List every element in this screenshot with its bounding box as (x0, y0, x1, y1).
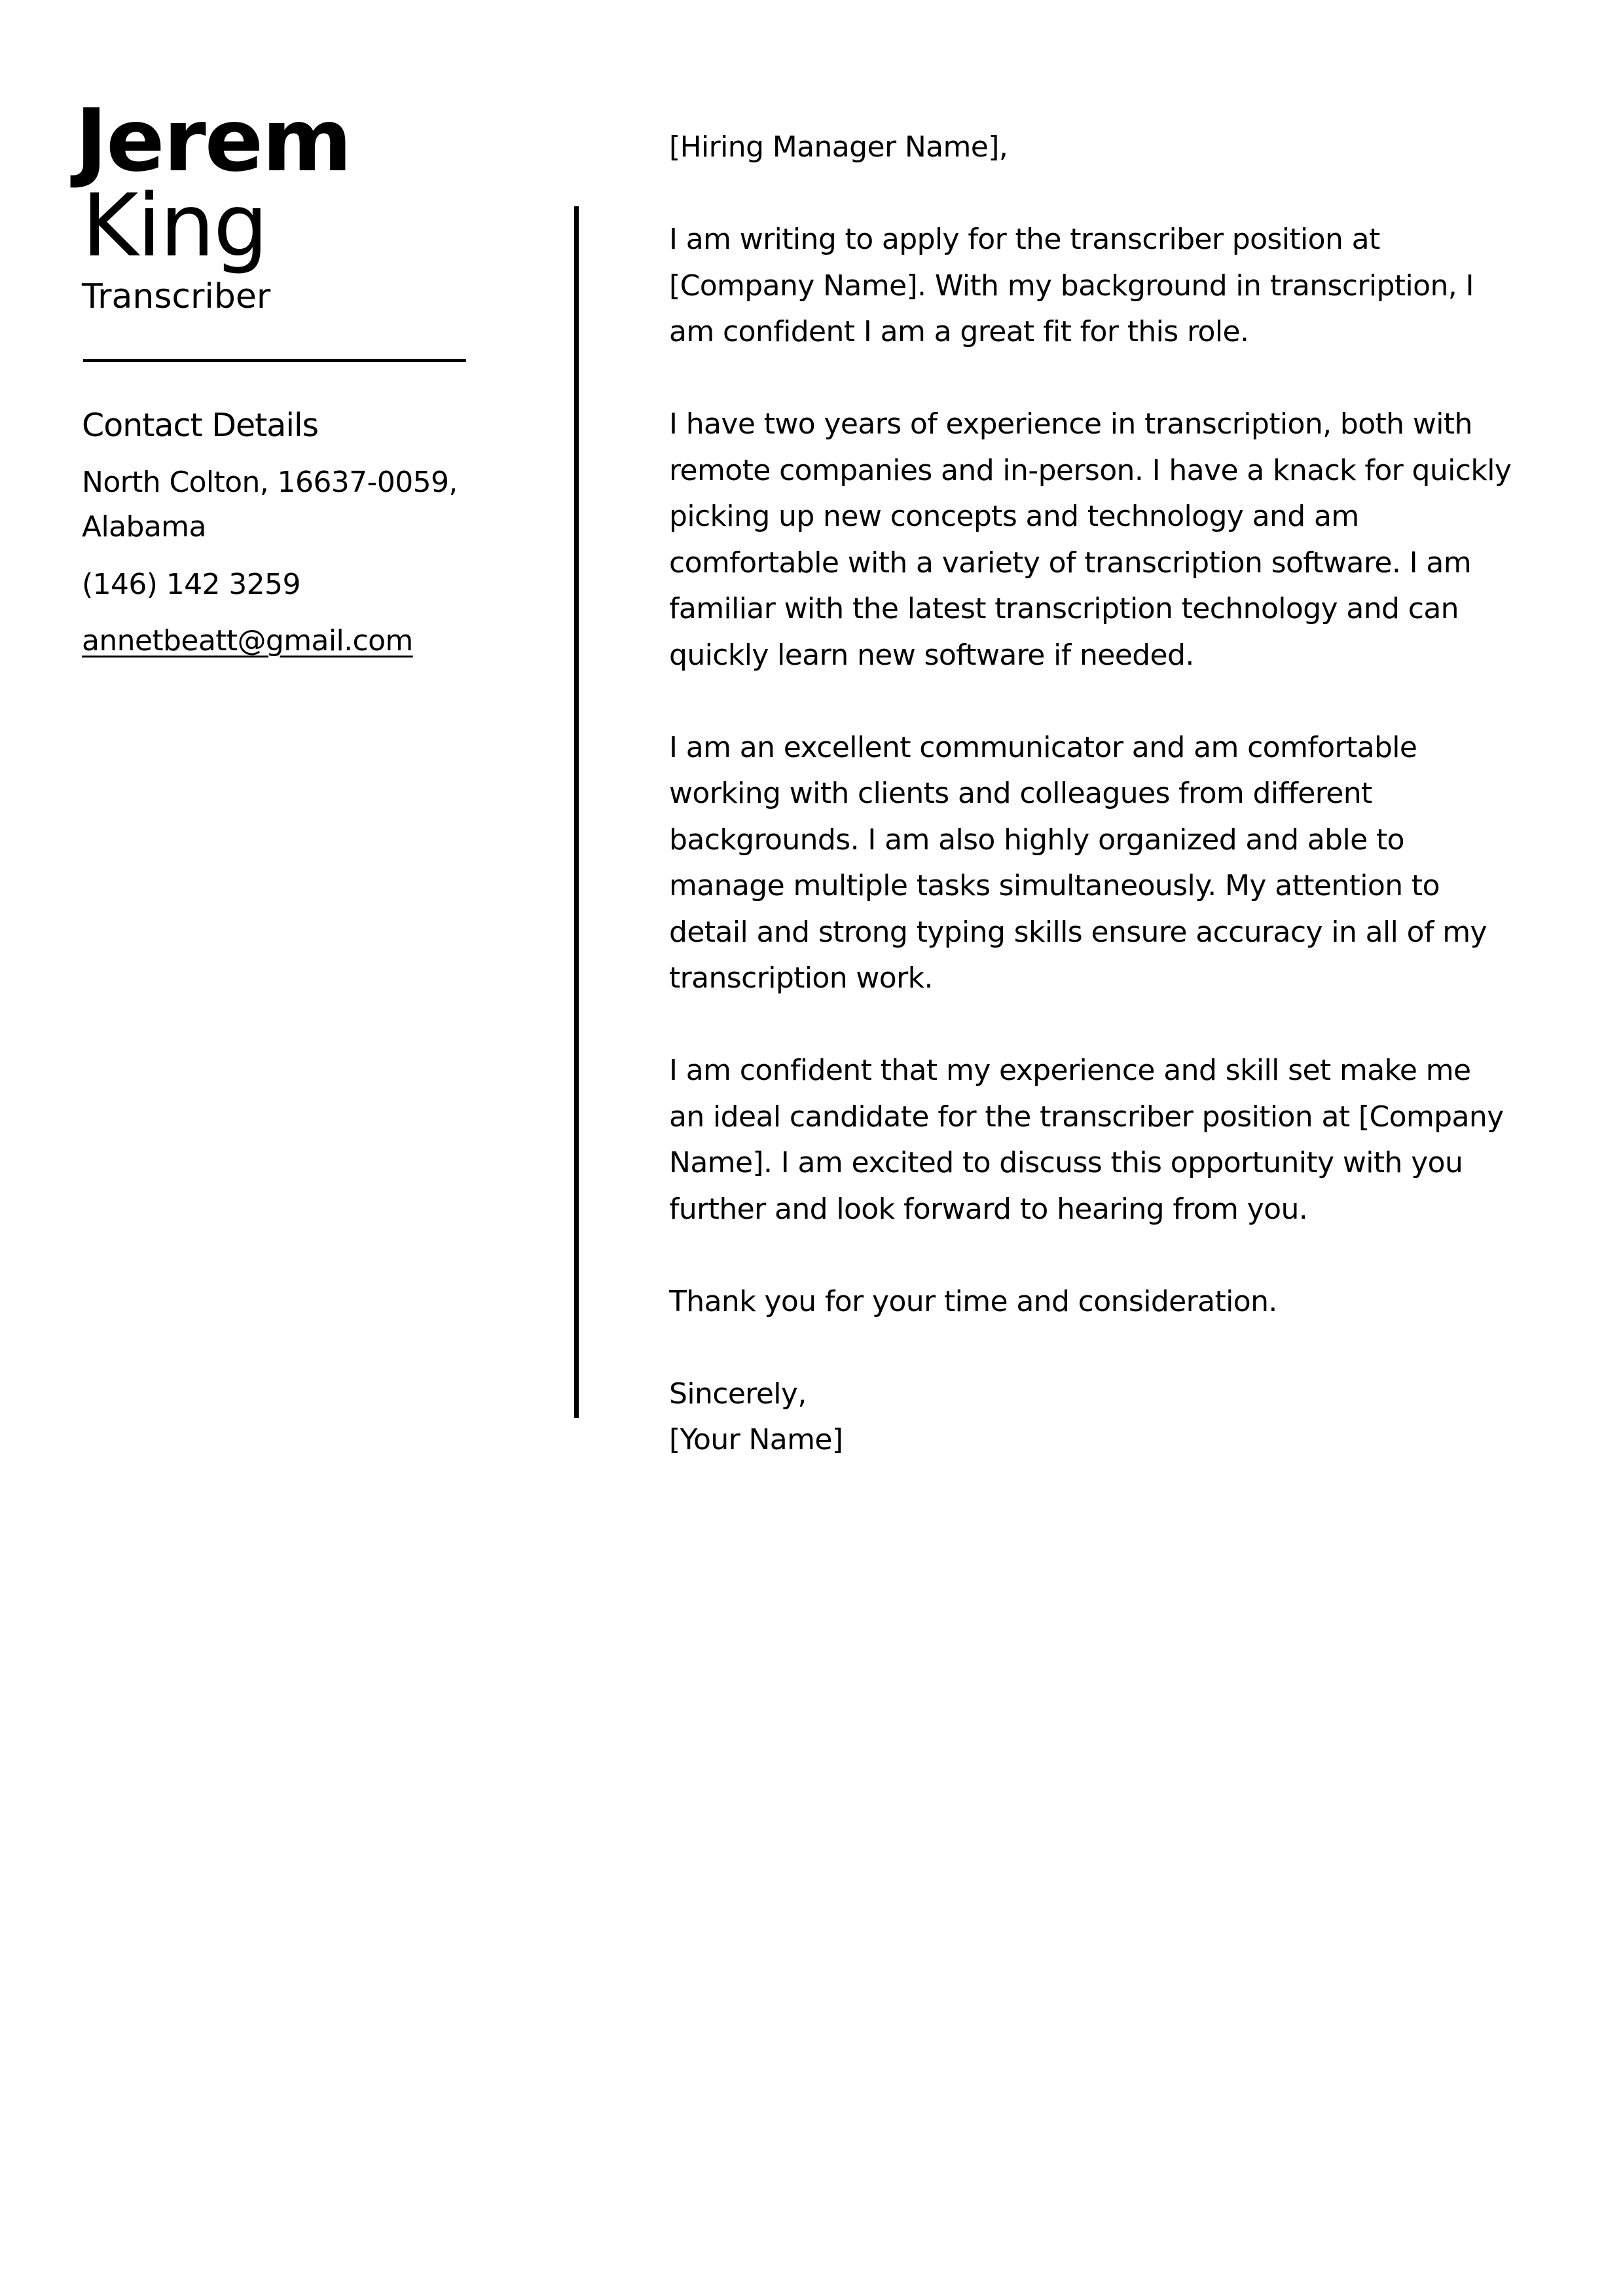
last-name: King (82, 176, 267, 276)
letter-signature-name: [Your Name] (669, 1423, 843, 1456)
vertical-divider (574, 206, 579, 1418)
letter-paragraph: I am writing to apply for the transcriber position at [Company Name]. With my background in transcription, I am confident I am a great fit for this role. (669, 223, 1474, 348)
letter-body (669, 124, 1514, 1464)
contact-email-link[interactable]: annetbeatt@gmail.com (82, 624, 413, 657)
contact-address: North Colton, 16637-0059, Alabama (82, 466, 458, 544)
sidebar-divider (83, 359, 466, 362)
contact-phone: (146) 142 3259 (82, 568, 301, 601)
letter-paragraph: I am confident that my experience and skill set make me an ideal candidate for the transcriber position at [Company Name]. I am excited to discuss this opportunity with you further and look forward to hearing from you. (669, 1054, 1504, 1226)
letter-thanks: Thank you for your time and consideration. (669, 1284, 1277, 1318)
contact-heading: Contact Details (82, 407, 319, 444)
sidebar (75, 90, 475, 663)
letter-sign-off: Sincerely, (669, 1377, 807, 1411)
letter-salutation: [Hiring Manager Name], (669, 130, 1008, 164)
first-name: Jerem (75, 90, 351, 191)
job-title: Transcriber (82, 277, 271, 316)
letter-paragraph: I have two years of experience in transcription, both with remote companies and in-person. I have a knack for quickly picking up new concepts and technology and am comfortable with a variety of transcription software. I am familiar with the latest transcription technology and can quickly learn new software if needed. (669, 407, 1512, 672)
letter-paragraph: I am an excellent communicator and am comfortable working with clients and colleagues from different backgrounds. I am also highly organized and able to manage multiple tasks simultaneously. My attention to detail and strong typing skills ensure accuracy in all of my transcription work. (669, 730, 1487, 995)
